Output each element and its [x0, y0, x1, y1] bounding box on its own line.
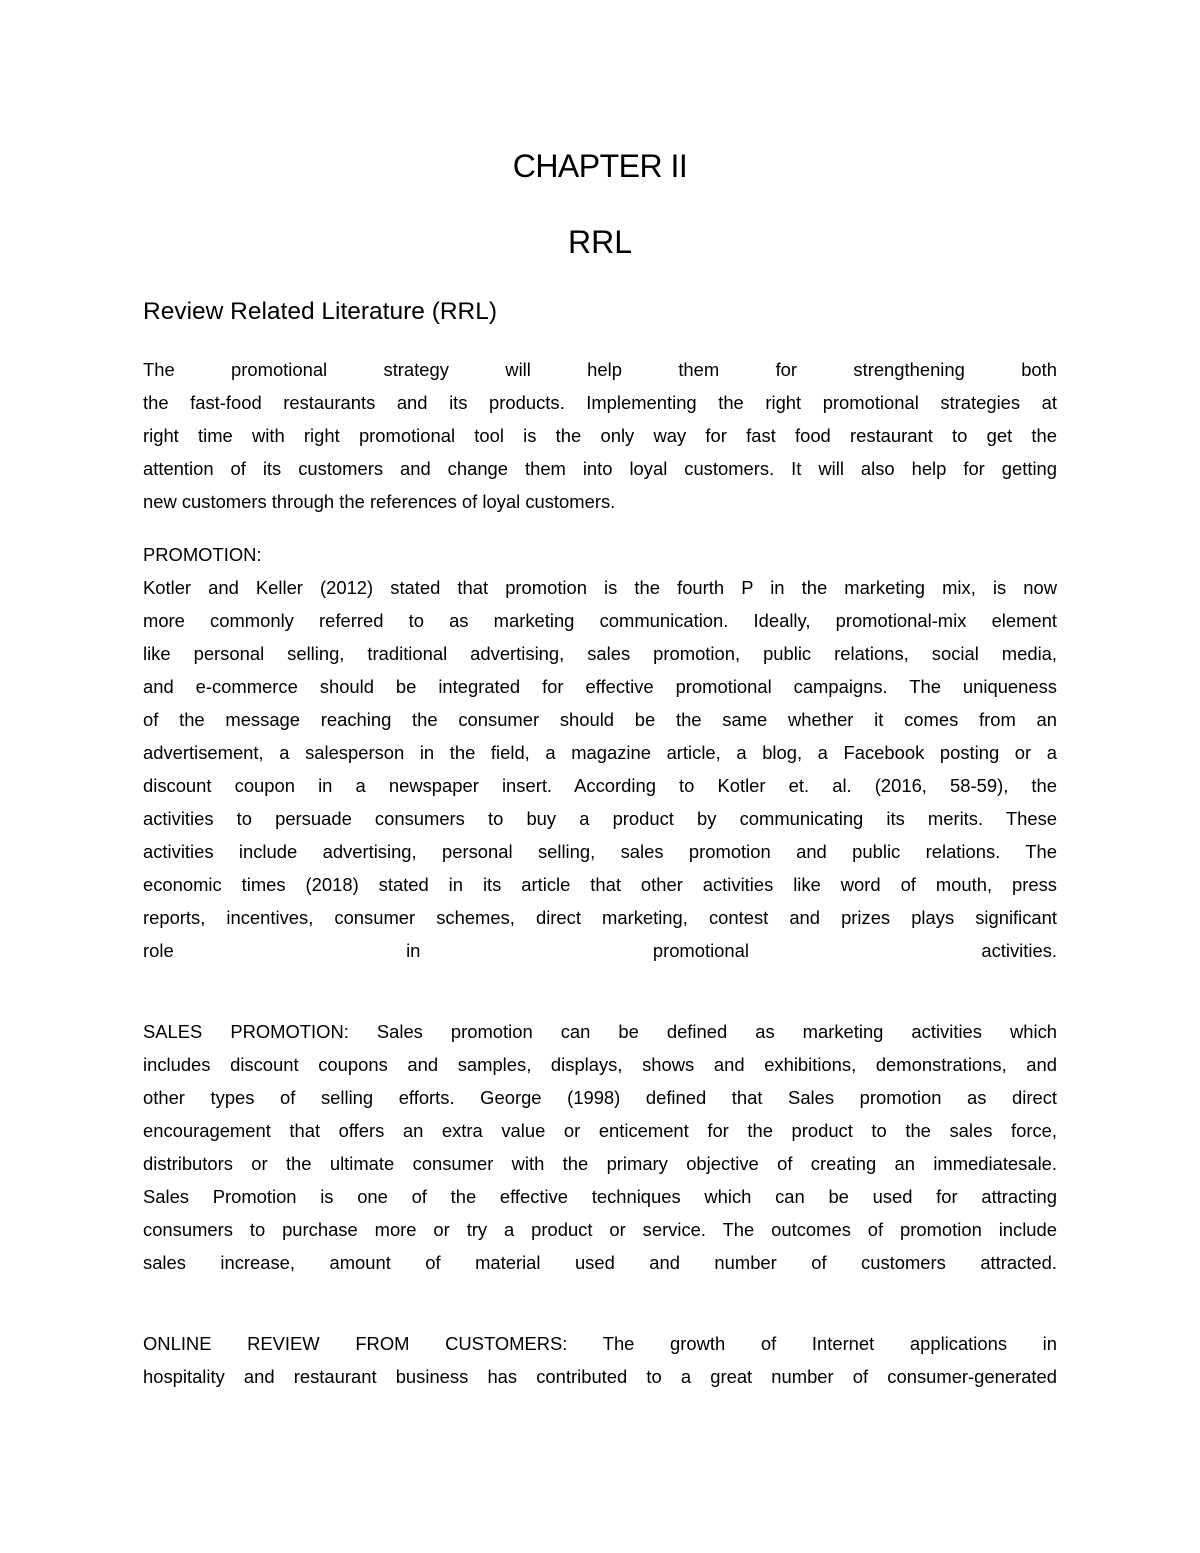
text-line: sales increase, amount of material used and number of customers attracted. — [143, 1252, 1057, 1273]
promotion-paragraph — [143, 538, 1057, 967]
sales-promotion-paragraph — [143, 1015, 1057, 1279]
text-line: encouragement that offers an extra value or enticement for the product to the sales force, — [143, 1120, 1057, 1141]
section-heading: Review Related Literature (RRL) — [143, 298, 498, 325]
promotion-label: PROMOTION: — [143, 544, 262, 565]
text-line: the fast-food restaurants and its products. Implementing the right promotional strategies at — [143, 392, 1057, 413]
intro-paragraph — [143, 353, 1057, 518]
text-line: role in promotional activities. — [143, 940, 1057, 961]
text-line: hospitality and restaurant business has contributed to a great number of consumer-generated — [143, 1366, 1057, 1387]
text-line: activities include advertising, personal selling, sales promotion and public relations. The — [143, 841, 1057, 862]
online-review-paragraph — [143, 1327, 1057, 1393]
text-line: distributors or the ultimate consumer with the primary objective of creating an immediatesale. — [143, 1153, 1057, 1174]
text-line: SALES PROMOTION: Sales promotion can be defined as marketing activities which — [143, 1021, 1057, 1042]
text-line: includes discount coupons and samples, displays, shows and exhibitions, demonstrations, and — [143, 1054, 1057, 1075]
text-line: and e-commerce should be integrated for effective promotional campaigns. The uniqueness — [143, 676, 1057, 697]
text-line: other types of selling efforts. George (1998) defined that Sales promotion as direct — [143, 1087, 1057, 1108]
chapter-subtitle: RRL — [567, 224, 632, 260]
text-line: economic times (2018) stated in its article that other activities like word of mouth, press — [143, 874, 1057, 895]
text-line: discount coupon in a newspaper insert. According to Kotler et. al. (2016, 58-59), the — [143, 775, 1057, 796]
text-line: reports, incentives, consumer schemes, direct marketing, contest and prizes plays significant — [143, 907, 1057, 928]
chapter-title: CHAPTER II — [512, 148, 688, 184]
text-line: new customers through the references of loyal customers. — [143, 491, 616, 512]
text-line: more commonly referred to as marketing communication. Ideally, promotional-mix element — [143, 610, 1057, 631]
text-line: Sales Promotion is one of the effective techniques which can be used for attracting — [143, 1186, 1057, 1207]
text-line: like personal selling, traditional advertising, sales promotion, public relations, social media, — [143, 643, 1057, 664]
text-line: activities to persuade consumers to buy a product by communicating its merits. These — [143, 808, 1057, 829]
text-line: right time with right promotional tool is the only way for fast food restaurant to get the — [143, 425, 1057, 446]
text-line: consumers to purchase more or try a product or service. The outcomes of promotion include — [143, 1219, 1057, 1240]
text-line: ONLINE REVIEW FROM CUSTOMERS: The growth of Internet applications in — [143, 1333, 1057, 1354]
text-line: attention of its customers and change them into loyal customers. It will also help for getting — [143, 458, 1057, 479]
text-line: of the message reaching the consumer should be the same whether it comes from an — [143, 709, 1057, 730]
text-line: advertisement, a salesperson in the field, a magazine article, a blog, a Facebook posting or a — [143, 742, 1057, 763]
text-line: The promotional strategy will help them for strengthening both — [143, 359, 1057, 380]
text-line: Kotler and Keller (2012) stated that promotion is the fourth P in the marketing mix, is now — [143, 577, 1057, 598]
